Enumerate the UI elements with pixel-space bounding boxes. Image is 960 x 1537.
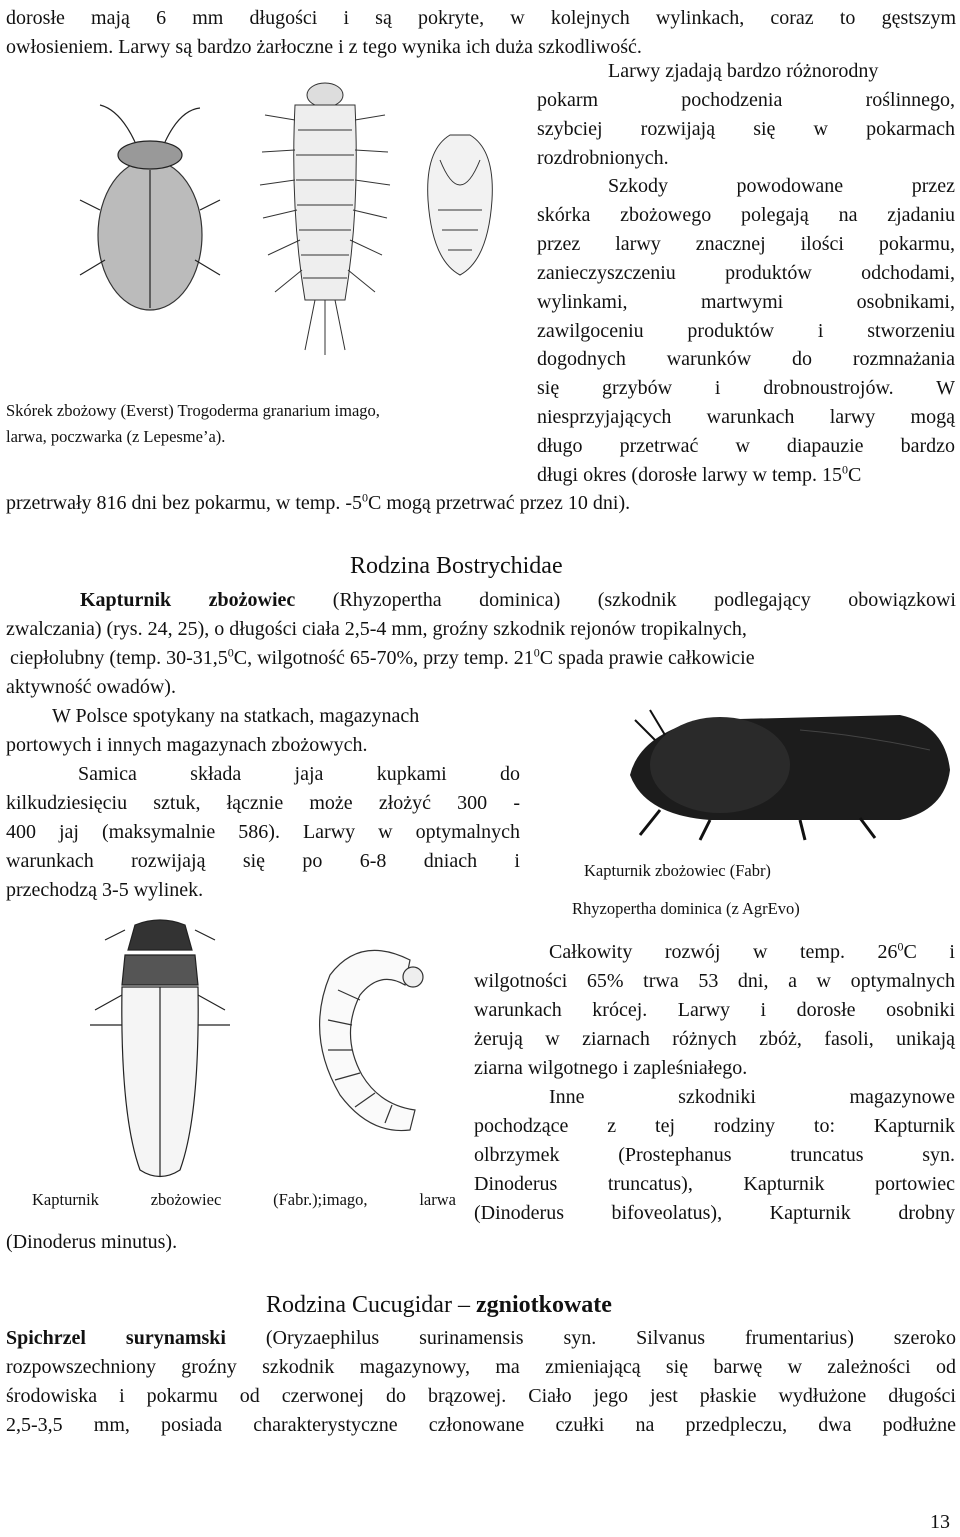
body-line: przez larwy znacznej ilości pokarmu,: [537, 233, 955, 255]
body-line: warunkach rozwijają się po 6-8 dniach i: [6, 850, 520, 872]
body-line: Szkody powodowane przez: [608, 175, 955, 197]
body-line: Całkowity rozwój w temp. $26^0C$ i: [549, 939, 955, 963]
section-heading: Rodzina Bostrychidae: [350, 553, 563, 579]
body-line: zanieczyszczeniu produktów odchodami,: [537, 262, 955, 284]
body-line: (Dinoderus bifoveolatus), Kapturnik drobny: [474, 1202, 955, 1224]
body-line: wylinkami, martwymi osobnikami,: [537, 291, 955, 313]
trogoderma-figure: [80, 60, 510, 360]
body-line: się grzybów i drobnoustrojów. W: [537, 377, 955, 399]
body-line: Larwy zjadają bardzo różnorodny: [608, 60, 879, 82]
body-line: pochodzące z tej rodziny to: Kapturnik: [474, 1115, 955, 1137]
body-line: zawilgoceniu produktów i stworzeniu: [537, 320, 955, 342]
body-line: długi okres (dorosłe larwy w temp. $15^0C$: [537, 462, 862, 486]
body-line: W Polsce spotykany na statkach, magazynach: [52, 705, 420, 727]
body-line: Kapturnik zbożowiec (Rhyzopertha dominica) (szkodnik podlegający obowiązkowi: [80, 589, 956, 611]
body-line: 400 jaj (maksymalnie 586). Larwy w optymalnych: [6, 821, 520, 843]
body-line: ziarna wilgotnego i zapleśniałego.: [474, 1057, 748, 1079]
section-heading: Rodzina Cucugidar – zgniotkowate: [266, 1292, 612, 1318]
body-line: żerują w ziarnach różnych zbóż, fasoli, unikają: [474, 1028, 955, 1050]
body-line: (Dinoderus minutus).: [6, 1231, 178, 1253]
body-line: środowiska i pokarmu od czerwonej do brązowej. Ciało jego jest płaskie wydłużone długości: [6, 1385, 956, 1407]
larva-drawing: [260, 83, 390, 355]
body-line: kilkudziesięciu sztuk, łącznie może złożyć 300 -: [6, 792, 520, 814]
figure-caption: Skórek zbożowy (Everst) Trogoderma granarium imago,: [6, 401, 380, 420]
body-line: warunkach krócej. Larwy i dorosłe osobniki: [474, 999, 955, 1021]
dinoderus-larva-drawing: [320, 950, 423, 1130]
figure-caption: larwa, poczwarka (z Lepesme’a).: [6, 427, 226, 446]
body-line: olbrzymek (Prostephanus truncatus syn.: [474, 1144, 955, 1166]
figure-caption: Kapturnik zbożowiec (Fabr.);imago, larwa: [32, 1190, 456, 1209]
page-number: 13: [930, 1511, 950, 1533]
body-line: portowych i innych magazynach zbożowych.: [6, 734, 368, 756]
body-line: aktywność owadów).: [6, 676, 176, 698]
body-line: dogodnych warunków do rozmnażania: [537, 348, 955, 370]
body-line: rozpowszechniony groźny szkodnik magazynowy, ma zmieniającą się barwę w zależności od: [6, 1356, 956, 1378]
rhyzopertha-photo: [600, 680, 960, 840]
body-line: przechodzą 3-5 wylinek.: [6, 879, 204, 901]
figure-caption: Rhyzopertha dominica (z AgrEvo): [572, 899, 800, 918]
body-line: zwalczania) (rys. 24, 25), o długości ciała 2,5-4 mm, groźny szkodnik rejonów tropikalnych,: [6, 618, 747, 640]
body-line: 2,5-3,5 mm, posiada charakterystyczne członowane czułki na przedpleczu, dwa podłużne: [6, 1414, 956, 1436]
body-line: owłosieniem. Larwy są bardzo żarłoczne i z tego wynika ich duża szkodliwość.: [6, 36, 642, 58]
body-line: ciepłolubny (temp. 30-31,5$^0$C, wilgotność 65-70%, przy temp. $21^0C$ spada prawie całkowicie: [10, 645, 755, 669]
body-line: skórka zbożowego polegają na zjadaniu: [537, 204, 955, 226]
body-line: długo przetrwać w diapauzie bardzo: [537, 435, 955, 457]
beetle-imago-drawing: [80, 105, 220, 310]
dinoderus-figure: [80, 915, 460, 1185]
body-line: Spichrzel surynamski (Oryzaephilus surinamensis syn. Silvanus frumentarius) szeroko: [6, 1327, 956, 1349]
body-line: Samica składa jaja kupkami do: [78, 763, 520, 785]
pupa-drawing: [428, 135, 493, 275]
body-line: przetrwały 816 dni bez pokarmu, w temp. $-5^0C$ mogą przetrwać przez 10 dni).: [6, 490, 631, 514]
body-line: Dinoderus truncatus), Kapturnik portowiec: [474, 1173, 955, 1195]
body-line: rozdrobnionych.: [537, 147, 669, 169]
body-line: wilgotności 65% trwa 53 dni, a w optymalnych: [474, 970, 955, 992]
dinoderus-imago-drawing: [90, 920, 230, 1177]
figure-caption: Kapturnik zbożowiec (Fabr): [584, 861, 771, 880]
body-line: szybciej rozwijają się w pokarmach: [537, 118, 955, 140]
body-line: niesprzyjających warunkach larwy mogą: [537, 406, 955, 428]
body-line: dorosłe mają 6 mm długości i są pokryte, w kolejnych wylinkach, coraz to gęstszym: [6, 7, 956, 29]
body-line: Inne szkodniki magazynowe: [549, 1086, 955, 1108]
body-line: pokarm pochodzenia roślinnego,: [537, 89, 955, 111]
